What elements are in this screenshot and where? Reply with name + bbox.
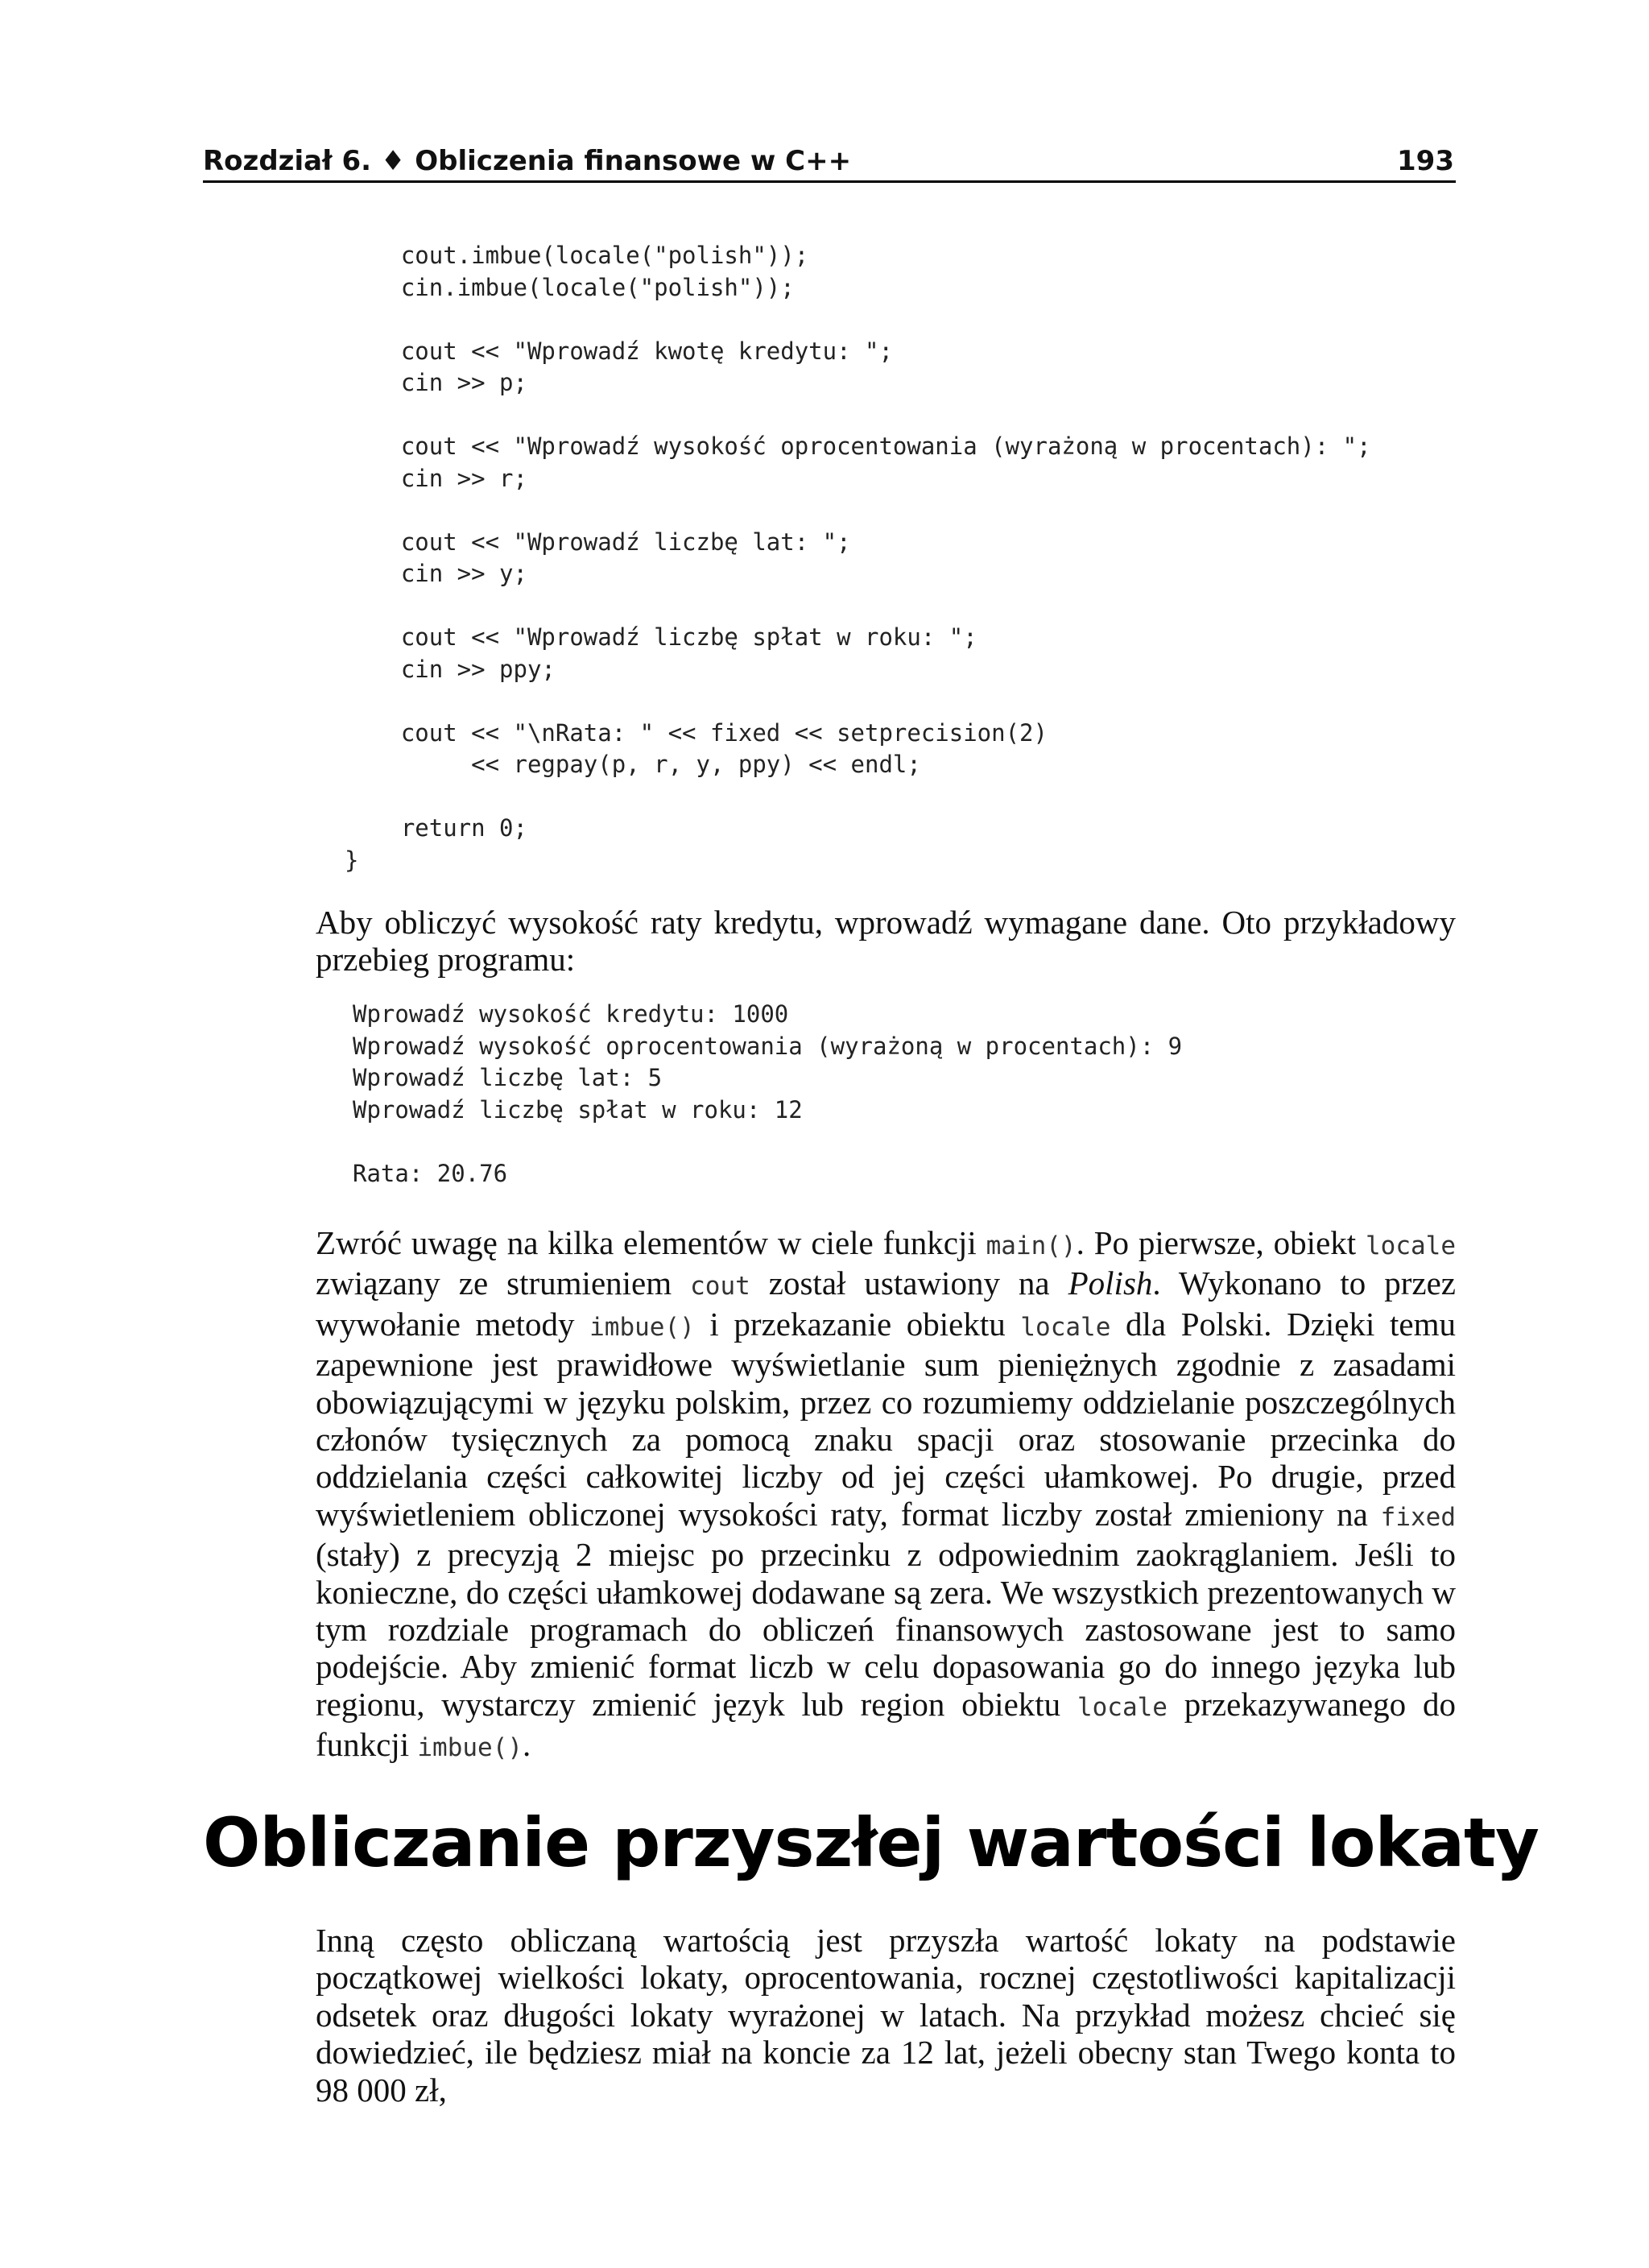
- paragraph-text: (stały) z precyzją 2 miejsc po przecinku z odpowiednim zaokrąglaniem. Jeśli to konieczne, do części ułamkowej dodawane są zera. We wszystkich prezentowanych w tym rozdziale programach do obliczeń finansowych zastosowane jest to samo podejście. Aby zmienić format liczb w celu dopasowania go do innego języka lub regionu, wystarczy zmienić język lub region obiektu: [316, 1536, 1456, 1723]
- italic-term: Polish: [1068, 1264, 1153, 1302]
- code-line: [345, 781, 1371, 813]
- code-line: cin >> y;: [345, 560, 527, 587]
- section-paragraph: Inną często obliczaną wartością jest przyszła wartość lokaty na podstawie początkowej wielkości lokaty, oprocentowania, rocznej częstotliwości kapitalizacji odsetek oraz długości lokaty wyrażonej w latach. Na przykład możesz chcieć się dowiedzieć, ile będziesz miał na koncie za 12 lat, jeżeli obecny stan Twego konta to 98 000 zł,: [316, 1922, 1456, 2109]
- code-line: cout << "Wprowadź wysokość oprocentowania (wyrażoną w procentach): ";: [345, 432, 1371, 460]
- paragraph-text: przekazywanego do funkcji: [316, 1685, 1456, 1764]
- code-line: << regpay(p, r, y, ppy) << endl;: [345, 751, 921, 778]
- inline-code: locale: [1077, 1692, 1168, 1722]
- paragraph-text: . Wykonano to przez wywołanie metody: [316, 1264, 1456, 1343]
- code-line: return 0;: [345, 814, 527, 842]
- code-line: [345, 304, 1371, 336]
- page-number: 193: [1397, 145, 1454, 177]
- explanation-paragraph: [316, 1224, 1456, 1767]
- inline-code: locale: [1020, 1312, 1111, 1342]
- output-line: Wprowadź wysokość oprocentowania (wyrażoną w procentach): 9: [353, 1032, 1183, 1060]
- paragraph-text: związany ze strumieniem: [316, 1264, 691, 1302]
- code-line: [345, 399, 1371, 432]
- code-line: [345, 495, 1371, 527]
- output-line: Wprowadź wysokość kredytu: 1000: [353, 1000, 789, 1028]
- code-line: cin >> p;: [345, 369, 527, 396]
- output-line: Wprowadź liczbę lat: 5: [353, 1064, 663, 1091]
- output-line: Rata: 20.76: [353, 1159, 508, 1187]
- code-line: cin.imbue(locale("polish"));: [345, 273, 795, 301]
- paragraph-text: . Po pierwsze, obiekt: [1076, 1224, 1366, 1261]
- code-line: cin >> r;: [345, 464, 527, 492]
- inline-code: fixed: [1380, 1502, 1456, 1532]
- code-line: cout << "Wprowadź liczbę spłat w roku: ";: [345, 623, 977, 651]
- code-line: cin >> ppy;: [345, 655, 556, 683]
- inline-code: main(): [986, 1231, 1077, 1260]
- inline-code: locale: [1366, 1231, 1456, 1260]
- inline-code: cout: [690, 1272, 750, 1302]
- paragraph-text: Zwróć uwagę na kilka elementów w ciele funkcji: [316, 1224, 986, 1261]
- code-line: cout << "\nRata: " << fixed << setprecision(2): [345, 718, 1048, 747]
- section-heading: Obliczanie przyszłej wartości lokaty: [203, 1803, 1539, 1882]
- paragraph-text: dla Polski. Dzięki temu zapewnione jest prawidłowe wyświetlanie sum pieniężnych zgodnie z zasadami obowiązującymi w języku polskim, przez co rozumiemy oddzielanie poszczególnych członów tysięcznych za pomocą znaku spacji oraz stosowanie przecinka do oddzielania części całkowitej liczby od jej części ułamkowej. Po drugie, przed wyświetleniem obliczonej wysokości raty, format liczby został zmieniony na: [316, 1305, 1456, 1533]
- code-listing: [345, 240, 1371, 876]
- sample-output: [353, 999, 1182, 1190]
- code-line: }: [345, 846, 359, 874]
- inline-code: imbue(): [589, 1312, 695, 1342]
- code-line: [345, 685, 1371, 718]
- paragraph-text: i przekazanie obiektu: [694, 1305, 1021, 1343]
- code-line: cout.imbue(locale("polish"));: [345, 242, 809, 269]
- output-line: [353, 1126, 1182, 1158]
- chapter-title: Rozdział 6. ♦ Obliczenia finansowe w C++: [203, 145, 852, 177]
- running-header: [203, 142, 1456, 183]
- intro-paragraph: Aby obliczyć wysokość raty kredytu, wprowadź wymagane dane. Oto przykładowy przebieg programu:: [316, 904, 1456, 979]
- paragraph-text: .: [523, 1726, 531, 1764]
- code-line: cout << "Wprowadź kwotę kredytu: ";: [345, 337, 893, 365]
- code-line: cout << "Wprowadź liczbę lat: ";: [345, 528, 851, 556]
- output-line: Wprowadź liczbę spłat w roku: 12: [353, 1095, 803, 1124]
- paragraph-text: został ustawiony na: [750, 1264, 1068, 1302]
- inline-code: imbue(): [417, 1733, 523, 1763]
- code-line: [345, 590, 1371, 623]
